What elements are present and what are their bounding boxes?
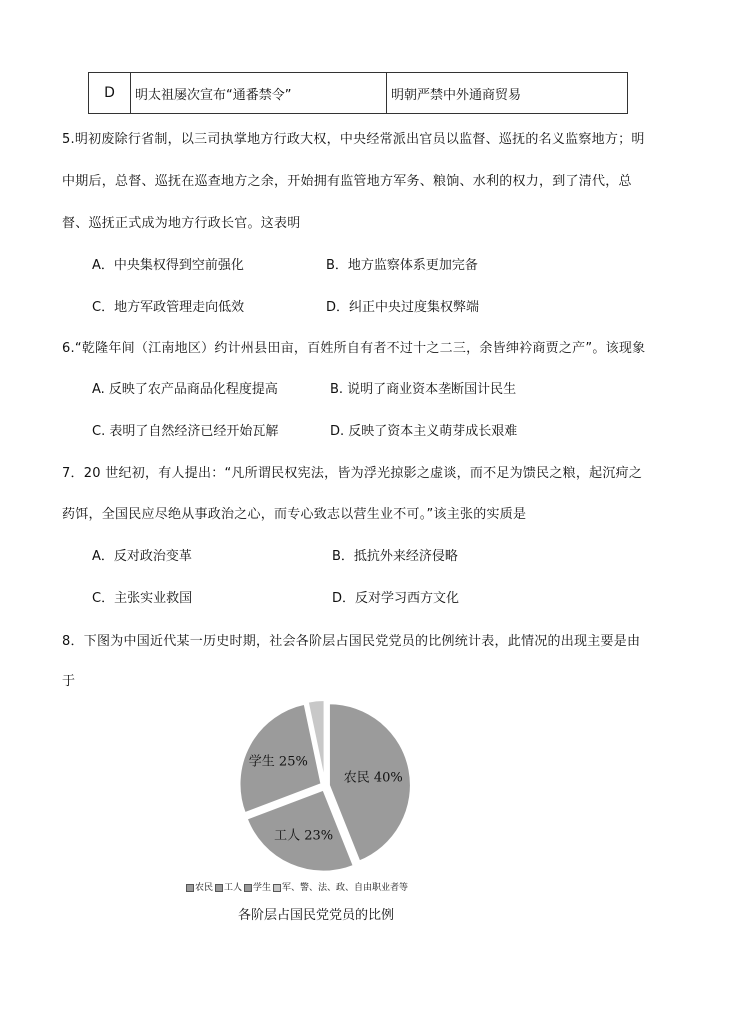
q5-line-3: 督、巡抚正式成为地方行政长官。这表明	[62, 216, 301, 231]
answer-table-row	[88, 72, 628, 114]
q5-line-1: 5.明初废除行省制，以三司执掌地方行政大权，中央经常派出官员以监督、巡抚的名义监察地方；明	[62, 132, 645, 147]
table-cell-event: 明太祖屡次宣布“通番禁令”	[131, 73, 387, 113]
q7-line-1: 7．20 世纪初，有人提出：“凡所谓民权宪法，皆为浮光掠影之虚谈，而不足为馈民之粮，起沉疴之	[62, 466, 643, 481]
q6-option-c[interactable]: C. 表明了自然经济已经开始瓦解	[92, 424, 279, 439]
legend-swatch-icon	[244, 884, 252, 892]
table-cell-meaning: 明朝严禁中外通商贸易	[391, 87, 522, 103]
q7-option-d[interactable]: D．反对学习西方文化	[332, 591, 460, 606]
q6-option-a[interactable]: A. 反映了农产品商品化程度提高	[92, 382, 278, 397]
legend-swatch-icon	[215, 884, 223, 892]
q5-option-a[interactable]: A．中央集权得到空前强化	[92, 258, 244, 273]
legend-item-farmers: 农民	[186, 880, 213, 893]
legend-item-students: 学生	[244, 880, 271, 893]
q8-line-2: 于	[62, 674, 76, 689]
q8-line-1: 8．下图为中国近代某一历史时期，社会各阶层占国民党党员的比例统计表，此情况的出现主要是由	[62, 634, 641, 649]
q6-option-d[interactable]: D. 反映了资本主义萌芽成长艰难	[330, 424, 518, 439]
legend-swatch-icon	[186, 884, 194, 892]
q6-option-b[interactable]: B. 说明了商业资本垄断国计民生	[330, 382, 517, 397]
q7-option-c[interactable]: C．主张实业救国	[92, 591, 193, 606]
legend-item-workers: 工人	[215, 880, 242, 893]
pie-label-farmers: 农民 40%	[343, 770, 403, 786]
q7-option-a[interactable]: A．反对政治变革	[92, 549, 192, 564]
legend-item-others: 军、警、法、政、自由职业者等	[273, 880, 408, 893]
chart-title: 各阶层占国民党党员的比例	[238, 908, 395, 923]
pie-chart	[180, 700, 480, 930]
pie-label-workers: 工人 23%	[274, 828, 334, 844]
q6-line-1: 6.“乾隆年间（江南地区）约计州县田亩，百姓所自有者不过十之二三，余皆绅衿商贾之产”。该现象	[62, 341, 646, 356]
table-cell-letter: D	[89, 73, 131, 113]
q5-line-2: 中期后，总督、巡抚在巡查地方之余，开始拥有监管地方军务、粮饷、水利的权力，到了清代，总	[62, 174, 632, 189]
q5-option-b[interactable]: B．地方监察体系更加完备	[326, 258, 478, 273]
q5-option-d[interactable]: D．纠正中央过度集权弊端	[326, 300, 480, 315]
q7-option-b[interactable]: B．抵抗外来经济侵略	[332, 549, 458, 564]
legend-swatch-icon	[273, 884, 281, 892]
pie-label-students: 学生 25%	[248, 754, 308, 770]
q5-option-c[interactable]: C．地方军政管理走向低效	[92, 300, 245, 315]
q7-line-2: 药饵，全国民应尽绝从事政治之心，而专心致志以营生业不可。”该主张的实质是	[62, 507, 527, 522]
chart-legend	[186, 880, 408, 893]
